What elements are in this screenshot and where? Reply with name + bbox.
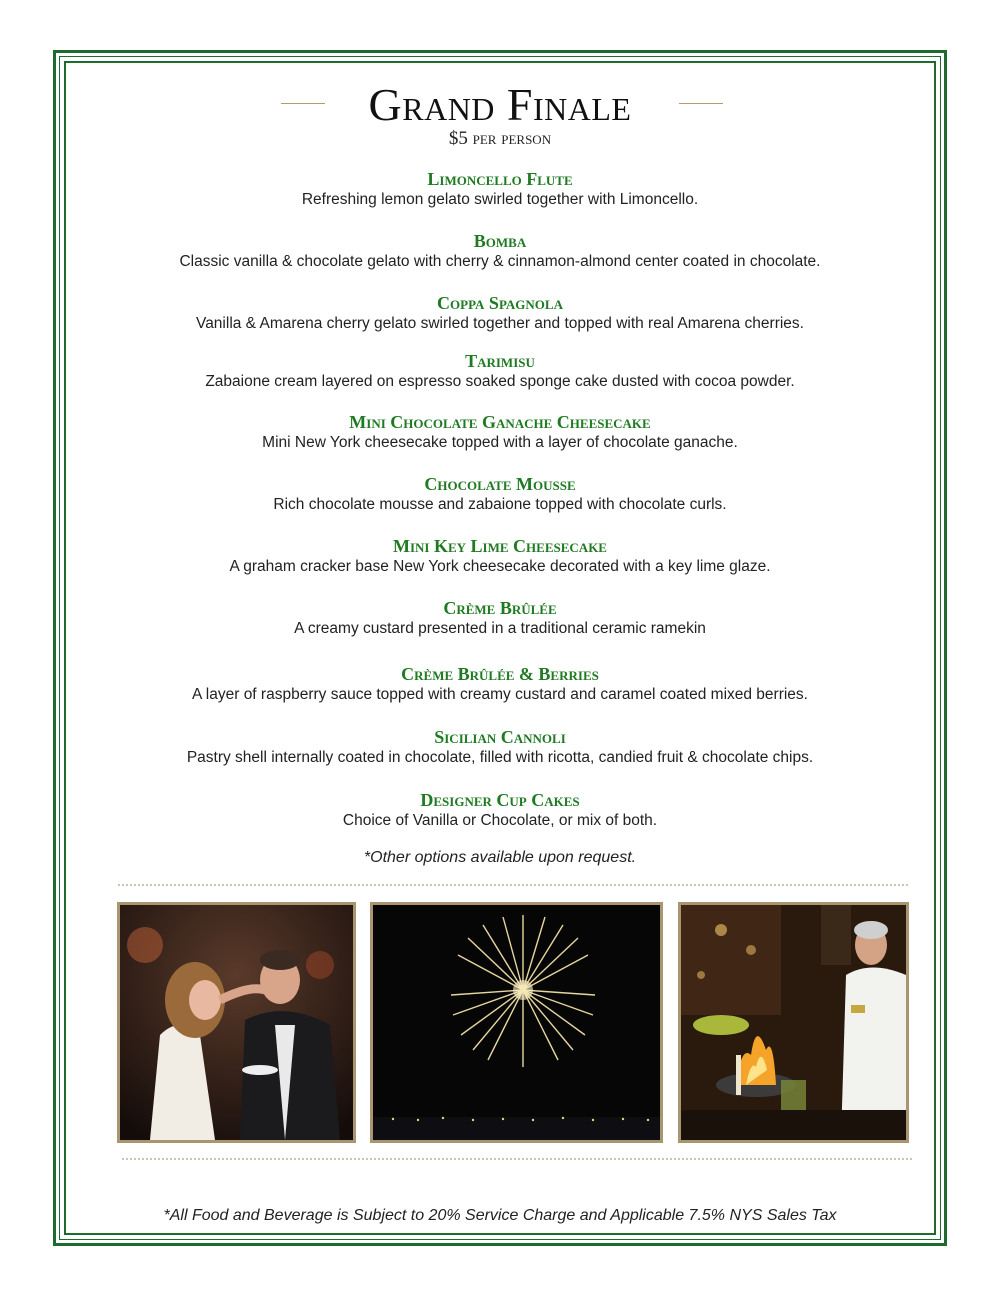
menu-item	[0, 473, 1000, 515]
menu-item-name: Crème Brûlée	[443, 598, 557, 618]
menu-item-description: Pastry shell internally coated in chocolate, filled with ricotta, candied fruit & chocolate chips.	[186, 749, 814, 766]
dotted-divider-top	[118, 884, 908, 886]
menu-item-description: Zabaione cream layered on espresso soaked sponge cake dusted with cocoa powder.	[205, 373, 795, 390]
menu-item-name: Coppa Spagnola	[437, 293, 563, 313]
menu-item-name: Designer Cup Cakes	[420, 790, 580, 810]
menu-item-name: Tarimisu	[465, 351, 535, 371]
menu-item	[0, 535, 1000, 577]
menu-item-description: Mini New York cheesecake topped with a layer of chocolate ganache.	[262, 434, 738, 451]
fireworks-image	[373, 905, 660, 1140]
fireworks-photo	[370, 902, 663, 1143]
chef-flambe-image	[681, 905, 906, 1140]
menu-item-description: Classic vanilla & chocolate gelato with cherry & cinnamon-almond center coated in chocolate.	[179, 253, 821, 270]
menu-item-name: Limoncello Flute	[427, 169, 573, 189]
menu-item-name: Mini Chocolate Ganache Cheesecake	[349, 412, 651, 432]
menu-item	[0, 230, 1000, 272]
menu-item-description: A layer of raspberry sauce topped with creamy custard and caramel coated mixed berries.	[192, 686, 808, 703]
menu-item-description: A graham cracker base New York cheesecake decorated with a key lime glaze.	[229, 558, 771, 575]
menu-item-description: Vanilla & Amarena cherry gelato swirled together and topped with real Amarena cherries.	[196, 315, 804, 332]
dotted-divider-bottom	[122, 1158, 912, 1160]
wedding-couple-image	[120, 905, 353, 1140]
menu-item-description: Rich chocolate mousse and zabaione topped with chocolate curls.	[273, 496, 727, 513]
page-title: Grand Finale	[368, 79, 632, 130]
menu-item	[0, 292, 1000, 334]
title-rule-right	[679, 103, 723, 104]
menu-item-description: Refreshing lemon gelato swirled together with Limoncello.	[301, 191, 699, 208]
wedding-couple-photo	[117, 902, 356, 1143]
menu-item-name: Sicilian Cannoli	[434, 727, 566, 747]
options-note: *Other options available upon request.	[363, 849, 637, 866]
price-per-person: $5 per person	[448, 128, 552, 149]
menu-item	[0, 411, 1000, 453]
menu-item	[0, 597, 1000, 639]
menu-item	[0, 663, 1000, 705]
menu-item	[0, 350, 1000, 392]
menu-item	[0, 789, 1000, 831]
menu-item-name: Chocolate Mousse	[424, 474, 576, 494]
title-rule-left	[281, 103, 325, 104]
menu-item-name: Bomba	[473, 231, 527, 251]
menu-item	[0, 168, 1000, 210]
service-charge-footer: *All Food and Beverage is Subject to 20% Service Charge and Applicable 7.5% NYS Sales Tax	[163, 1207, 837, 1224]
menu-item-description: Choice of Vanilla or Chocolate, or mix of both.	[342, 812, 658, 829]
chef-flambe-photo	[678, 902, 909, 1143]
menu-item-name: Mini Key Lime Cheesecake	[393, 536, 607, 556]
title-row	[0, 78, 1000, 132]
menu-item	[0, 726, 1000, 768]
menu-item-name: Crème Brûlée & Berries	[401, 664, 599, 684]
menu-item-description: A creamy custard presented in a traditional ceramic ramekin	[294, 620, 706, 637]
